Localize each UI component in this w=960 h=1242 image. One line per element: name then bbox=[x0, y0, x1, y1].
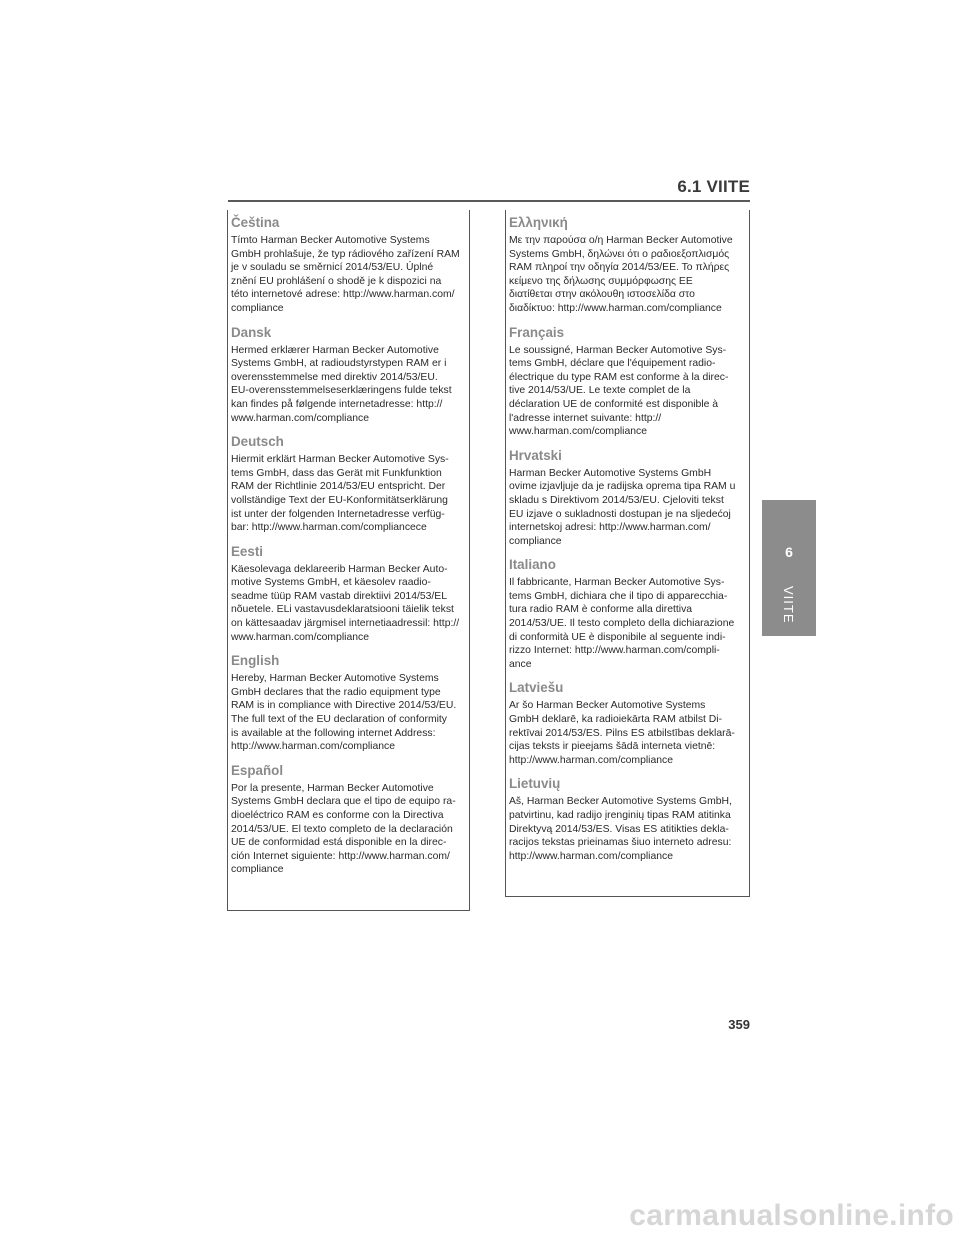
section-text: Aš, Harman Becker Automotive Systems GmbH, patvirtinu, kad radijo įrenginių tipas RAM atitinka Direktyvą 2014/53/ES. Visas ES atitikties dekla- racijos tekstas prieinamas šiuo interneto adresu: http://www.harman.com/compliance bbox=[509, 796, 732, 862]
chapter-tab-number: 6 bbox=[785, 544, 793, 560]
section-heading: Čeština bbox=[231, 215, 280, 230]
section-hrvatski bbox=[509, 447, 745, 549]
section-heading: Dansk bbox=[231, 324, 272, 340]
section-english bbox=[231, 652, 465, 754]
left-column bbox=[227, 210, 470, 911]
section-ellinika bbox=[509, 214, 745, 316]
section-francais bbox=[509, 324, 745, 439]
section-heading: Français bbox=[509, 324, 565, 340]
section-eesti bbox=[231, 543, 465, 645]
section-text: Tímto Harman Becker Automotive Systems GmbH prohlašuje, že typ rádiového zařízení RAM je v souladu se směrnicí 2014/53/EU. Úplné znění EU prohlášení o shodě je k dispozici na této internetové adrese: http://www.harman.com/ compliance bbox=[231, 235, 460, 314]
section-text: Por la presente, Harman Becker Automotive Systems GmbH declara que el tipo de equipo ra- dioeléctrico RAM es conforme con la Directiva 2014/53/UE. El texto completo de la declaración UE de conformidad está disponible en la direc- ción Internet siguiente: http://www.harman.com/ compliance bbox=[231, 782, 456, 876]
section-heading: Español bbox=[231, 762, 284, 778]
section-text: Hereby, Harman Becker Automotive Systems GmbH declares that the radio equipment type RAM is in compliance with Directive 2014/53/EU. The full text of the EU declaration of conformity is available at the following internet Address: http://www.harman.com/compliance bbox=[231, 673, 457, 753]
section-lietuviu bbox=[509, 775, 745, 863]
section-dansk bbox=[231, 324, 465, 426]
chapter-tab-label: VIITE bbox=[781, 586, 796, 624]
section-heading: Deutsch bbox=[231, 434, 284, 450]
chapter-rule bbox=[228, 200, 750, 202]
section-heading: Ελληνική bbox=[509, 215, 568, 230]
section-heading: Hrvatski bbox=[509, 447, 562, 463]
section-text: Käesolevaga deklareerib Harman Becker Auto- motive Systems GmbH, et käesolev raadio- seadme tüüp RAM vastab direktiivi 2014/53/EL nõuetele. ELi vastavusdeklaratsiooni täielik tekst on kättesaadav järgmisel internetiaadressil: http:// www.harman.com/compliance bbox=[231, 563, 460, 643]
section-text: Il fabbricante, Harman Becker Automotive Sys- tems GmbH, dichiara che il tipo di apparecchia- tura radio RAM è conforme alla direttiva 2014/53/UE. Il testo completo della dichiarazione di conformità UE è disponibile al seguente indi- rizzo Internet: http://www.harman.com/compli- ance bbox=[509, 577, 735, 670]
section-heading: Lietuvių bbox=[509, 776, 561, 792]
section-text: Ar šo Harman Becker Automotive Systems GmbH deklarē, ka radioiekārta RAM atbilst Di- rektīvai 2014/53/ES. Pilns ES atbilstības deklarā- cijas teksts ir pieejams šādā interneta vietnē: http://www.harman.com/compliance bbox=[509, 700, 735, 766]
section-text: Hiermit erklärt Harman Becker Automotive Sys- tems GmbH, dass das Gerät mit Funkfunktion RAM der Richtlinie 2014/53/EU entspricht. Der vollständige Text der EU-Konformitätserklärung ist unter der folgenden Internetadresse verfüg- bar: http://www.harman.com/compliancece bbox=[231, 454, 449, 534]
section-text: Le soussigné, Harman Becker Automotive Sys- tems GmbH, déclare que l'équipement radio- électrique du type RAM est conforme à la direc- tive 2014/53/UE. Le texte complet de la déclaration UE de conformité est disponible à l'adresse internet suivante: http:// www.harman.com/compliance bbox=[509, 344, 729, 438]
section-text: Hermed erklærer Harman Becker Automotive Systems GmbH, at radioudstyrstypen RAM er i overensstemmelse med direktiv 2014/53/EU. EU-overensstemmelseserklæringens fulde tekst kan findes på følgende internetadresse: http:// www.harman.com/compliance bbox=[231, 344, 452, 424]
right-column bbox=[505, 210, 750, 897]
section-text: Με την παρούσα ο/η Harman Becker Automotive Systems GmbH, δηλώνει ότι ο ραδιοεξοπλισμός RAM πληροί την οδηγία 2014/53/ΕΕ. Το πλήρες κείμενο της δήλωσης συμμόρφωσης ΕΕ διατίθεται στην ακόλουθη ιστοσελίδα στο διαδίκτυο: http://www.harman.com/compliance bbox=[509, 235, 733, 314]
section-text: Harman Becker Automotive Systems GmbH ovime izjavljuje da je radijska oprema tipa RAM u skladu s Direktivom 2014/53/EU. Cjeloviti tekst EU izjave o sukladnosti dostupan je na sljedećoj internetskoj adresi: http://www.harman.com/ compliance bbox=[509, 467, 736, 547]
section-cestina bbox=[231, 214, 465, 316]
section-heading: Latviešu bbox=[509, 680, 564, 696]
section-heading: Eesti bbox=[231, 543, 264, 559]
watermark: carmanualsonline.info bbox=[629, 1199, 954, 1232]
page-number: 359 bbox=[728, 1017, 750, 1032]
section-heading: English bbox=[231, 653, 280, 669]
section-latviesu bbox=[509, 679, 745, 767]
chapter-title: 6.1 VIITE bbox=[677, 177, 750, 196]
section-italiano bbox=[509, 556, 745, 671]
section-deutsch bbox=[231, 433, 465, 535]
section-espanol bbox=[231, 762, 465, 877]
chapter-tab[interactable] bbox=[762, 500, 816, 636]
section-heading: Italiano bbox=[509, 557, 556, 573]
